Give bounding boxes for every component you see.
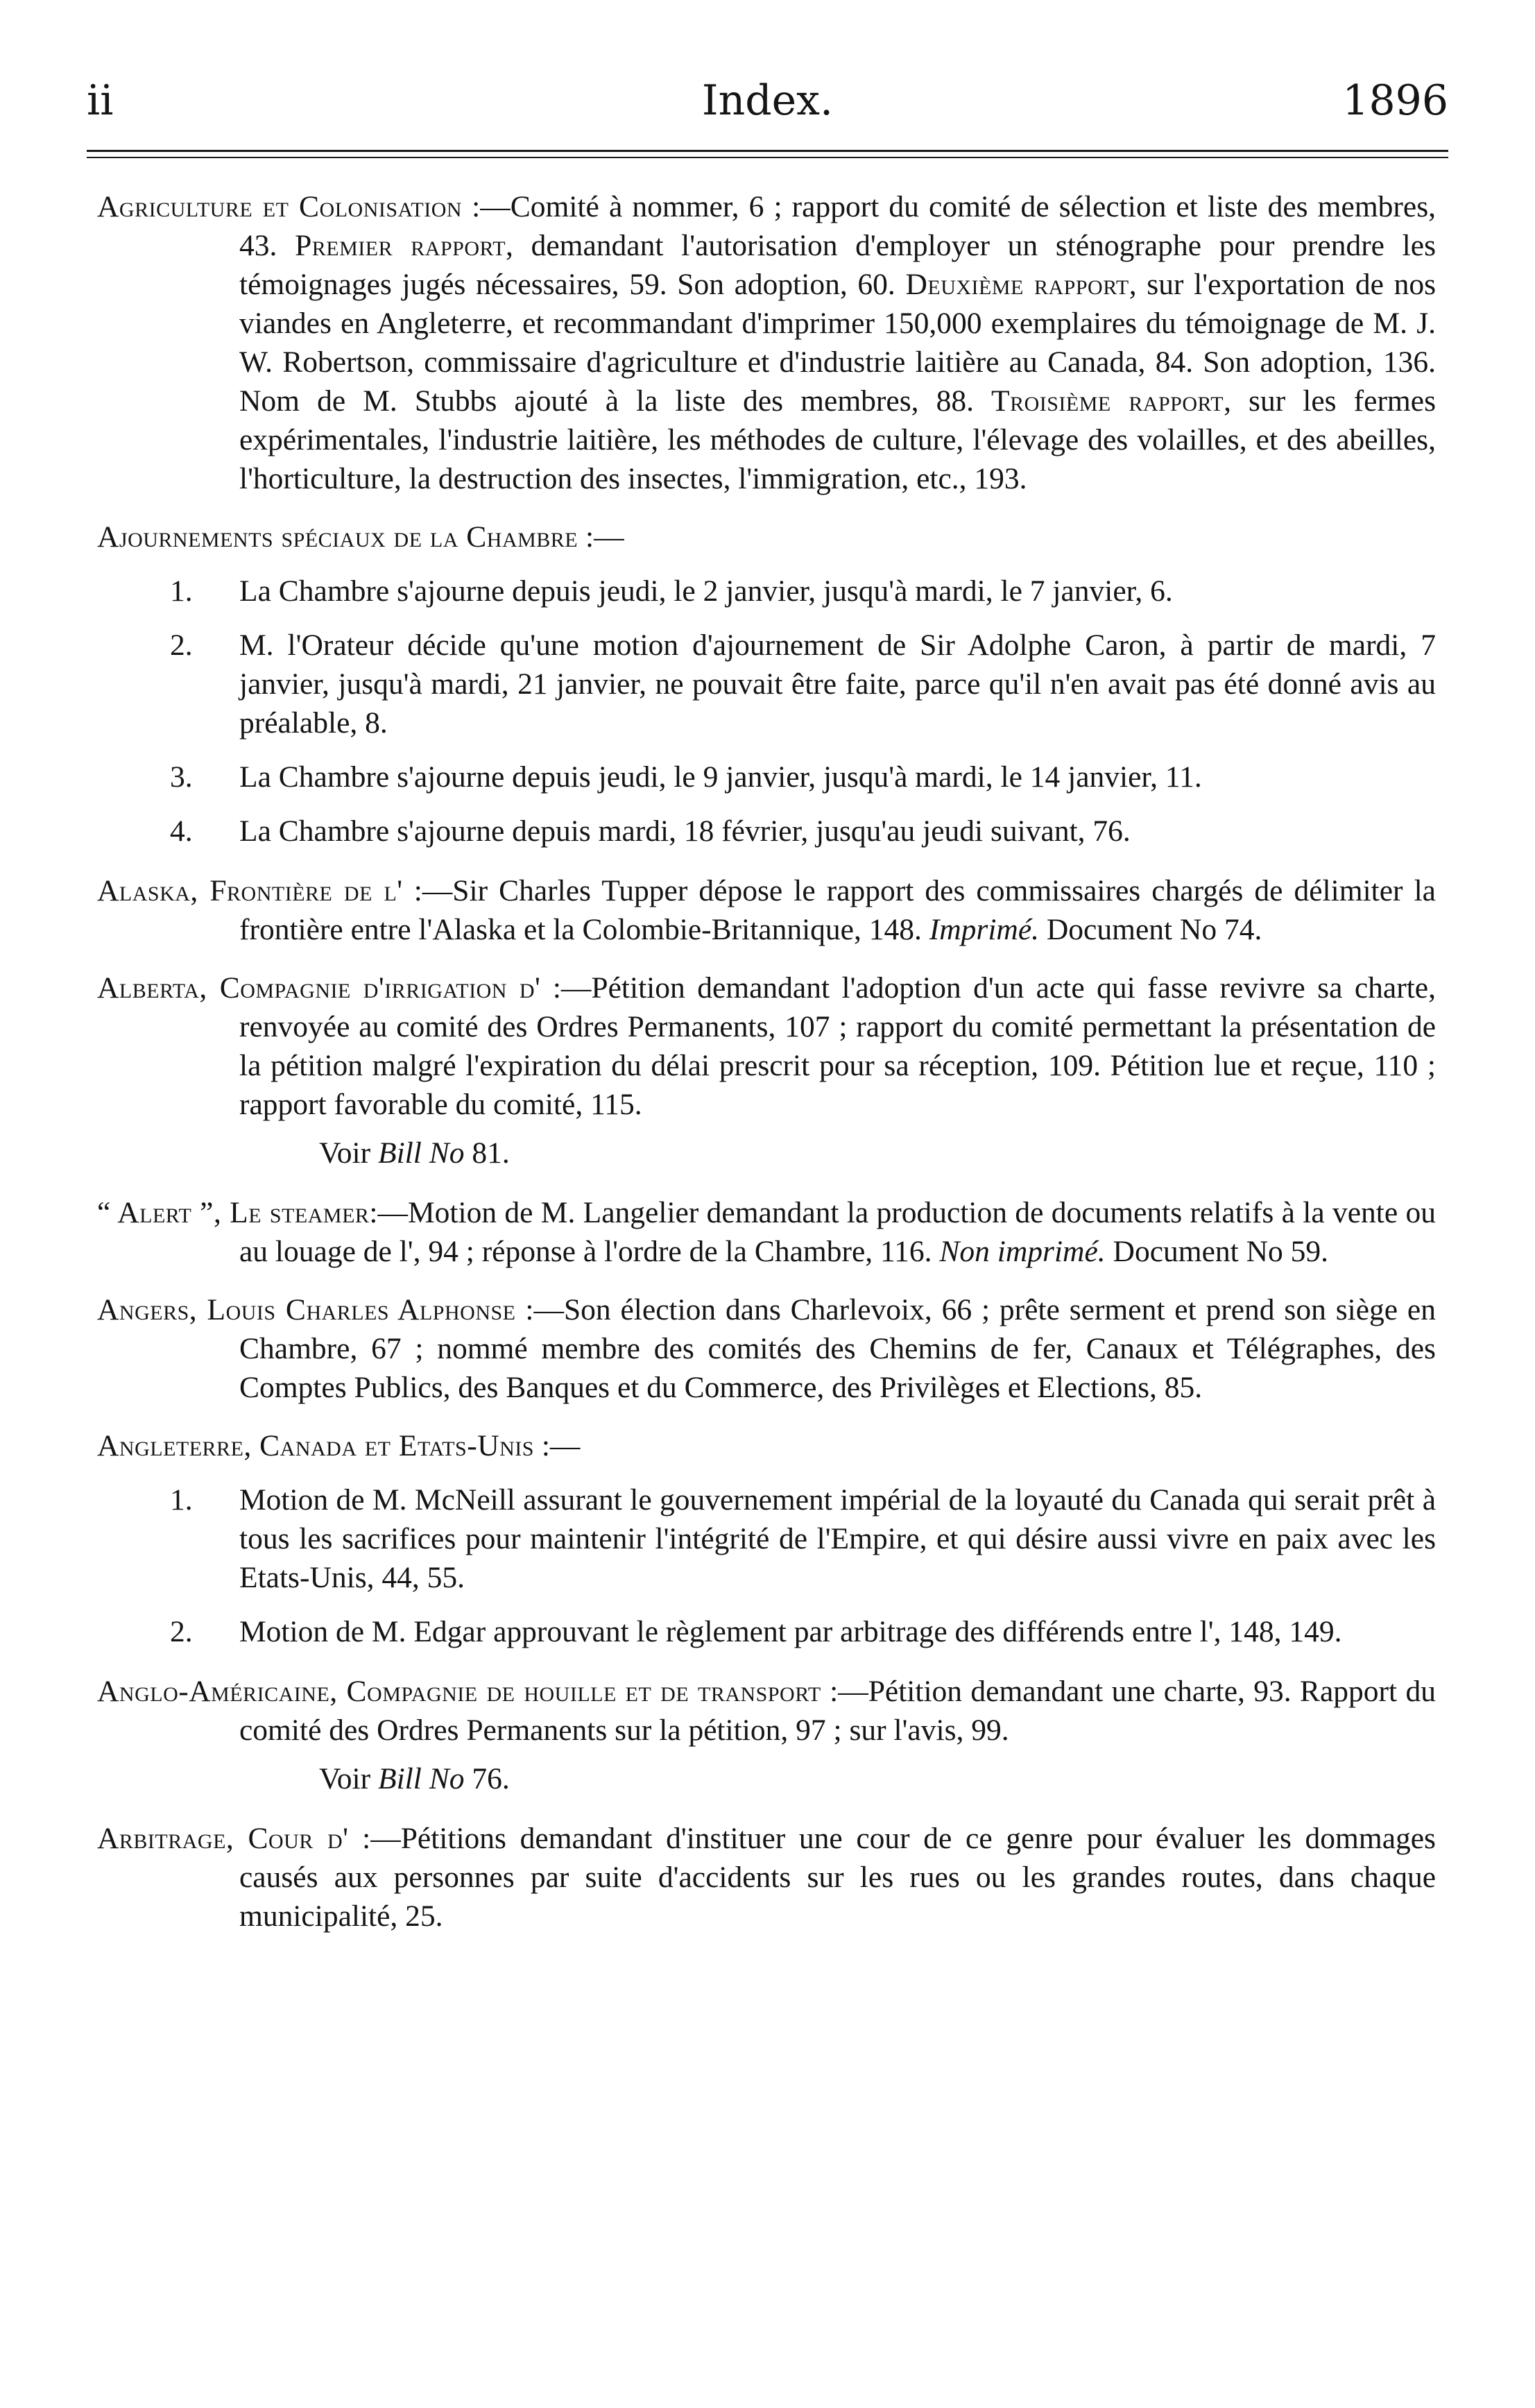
subheading-troisieme-rapport: Troisième rapport	[991, 384, 1224, 418]
list-item	[97, 626, 1436, 742]
list-item	[97, 1612, 1436, 1651]
entry-document: Document No 74.	[1039, 913, 1262, 946]
header-rule-thin	[87, 157, 1448, 158]
entry-heading: Alaska, Frontière de l'	[97, 874, 403, 907]
item-text: La Chambre s'ajourne depuis jeudi, le 2 janvier, jusqu'à mardi, le 7 janvier, 6.	[239, 574, 1173, 608]
entry-heading-line	[97, 518, 1436, 556]
entry-heading: Anglo-Américaine, Compagnie de houille et de transport	[97, 1675, 821, 1708]
entry-text: , sur l'exportation de nos viandes en Angleterre, et recommandant d'imprimer 150,000 exemplaires du témoignage de M. J. W. Robertson, commissaire d'agriculture et d'industrie laitière au Canada, 84. Son adoption, 136. Nom de M. Stubbs ajouté à la liste des membres, 88.	[239, 268, 1437, 418]
entry-status: Non imprimé.	[939, 1235, 1106, 1268]
entry-heading: Agriculture et Colonisation	[97, 190, 463, 223]
list-item	[97, 1480, 1436, 1597]
page-year: 1896	[1342, 76, 1448, 125]
item-text: Motion de M. Edgar approuvant le règlement par arbitrage des différends entre l', 148, 149.	[239, 1615, 1342, 1648]
bill-reference: Bill No	[378, 1136, 465, 1170]
see-also-label: Voir	[319, 1762, 379, 1795]
list-item	[97, 758, 1436, 796]
item-text: Motion de M. McNeill assurant le gouvernement impérial de la loyauté du Canada qui serait prêt à tous les sacrifices pour maintenir l'intégrité de l'Empire, et qui désire aussi vivre en paix avec les Etats-Unis, 44, 55.	[239, 1483, 1436, 1594]
entry-alaska	[97, 871, 1436, 949]
bill-number: 76.	[464, 1762, 510, 1795]
page-header	[87, 69, 1448, 132]
header-rule-thick	[87, 150, 1448, 152]
entry-agriculture	[97, 187, 1436, 498]
subheading-premier-rapport: Premier rapport	[295, 229, 506, 262]
entry-heading: Ajournements spéciaux de la Chambre	[97, 520, 578, 554]
entry-text: :—Pétitions demandant d'instituer une cour de ce genre pour évaluer les dommages causés aux personnes par suite d'accidents sur les rues ou les grandes routes, dans chaque municipalité, 25.	[239, 1822, 1436, 1933]
list-item	[97, 812, 1436, 851]
list-item	[97, 572, 1436, 610]
item-text: La Chambre s'ajourne depuis mardi, 18 février, jusqu'au jeudi suivant, 76.	[239, 814, 1131, 848]
index-content	[97, 187, 1436, 1955]
page-number: ii	[87, 76, 114, 125]
subheading-deuxieme-rapport: Deuxième rapport	[905, 268, 1129, 301]
item-text: M. l'Orateur décide qu'une motion d'ajournement de Sir Adolphe Caron, à partir de mardi, 7 janvier, jusqu'à mardi, 21 janvier, ne pouvait être faite, parce qu'il n'en avait pas été donné avis au préalable, 8.	[239, 629, 1436, 740]
entry-heading-suffix: :—	[533, 1429, 581, 1462]
see-also-label: Voir	[319, 1136, 379, 1170]
entry-text: , sur les fermes expérimentales, l'industrie laitière, les méthodes de culture, l'élevage des volailles, et des abeilles, l'horticulture, la destruction des insectes, l'immigration, etc., 193.	[239, 384, 1437, 495]
entry-arbitrage	[97, 1819, 1436, 1936]
entry-heading: Arbitrage, Cour d'	[97, 1822, 349, 1855]
entry-heading: Angers, Louis Charles Alphonse	[97, 1293, 516, 1326]
item-number: 2.	[170, 1615, 193, 1648]
entry-anglo-americaine	[97, 1672, 1436, 1750]
item-number: 1.	[170, 574, 193, 608]
entry-text: :—Sir Charles Tupper dépose le rapport des commissaires chargés de délimiter la frontière entre l'Alaska et la Colombie-Britannique, 148.	[239, 874, 1436, 946]
entry-heading: “ Alert ”, Le steamer	[97, 1196, 370, 1229]
entry-text: :—Comité à nommer, 6 ; rapport du comité de sélection et liste des membres, 43.	[239, 190, 1436, 262]
entry-angers	[97, 1290, 1436, 1407]
entry-text: :—Pétition demandant l'adoption d'un acte qui fasse revivre sa charte, renvoyée au comité des Ordres Permanents, 107 ; rapport du comité permettant la présentation de la pétition malgré l'expiration du délai prescrit pour sa réception, 109. Pétition lue et reçue, 110 ; rapport favorable du comité, 115.	[239, 971, 1436, 1121]
page-title: Index.	[701, 76, 834, 125]
entry-document: Document No 59.	[1105, 1235, 1329, 1268]
item-number: 1.	[170, 1483, 193, 1517]
entry-heading-suffix: :—	[578, 520, 624, 554]
entry-ajournements	[97, 518, 1436, 851]
entry-text: :—Motion de M. Langelier demandant la production de documents relatifs à la vente ou au louage de l', 94 ; réponse à l'ordre de la Chambre, 116.	[239, 1196, 1436, 1268]
entry-text: :—Pétition demandant une charte, 93. Rapport du comité des Ordres Permanents sur la pétition, 97 ; sur l'avis, 99.	[239, 1675, 1436, 1747]
entry-status: Imprimé.	[929, 913, 1040, 946]
entry-angleterre	[97, 1426, 1436, 1651]
entry-alberta	[97, 968, 1436, 1124]
entry-text: :—Son élection dans Charlevoix, 66 ; prête serment et prend son siège en Chambre, 67 ; nommé membre des comités des Chemins de fer, Canaux et Télégraphes, des Comptes Publics, des Banques et du Commerce, des Privilèges et Elections, 85.	[239, 1293, 1436, 1404]
see-also	[97, 1134, 1436, 1172]
entry-heading-line	[97, 1426, 1436, 1465]
item-number: 2.	[170, 629, 193, 662]
item-text: La Chambre s'ajourne depuis jeudi, le 9 janvier, jusqu'à mardi, le 14 janvier, 11.	[239, 760, 1202, 794]
bill-reference: Bill No	[378, 1762, 465, 1795]
item-number: 3.	[170, 760, 193, 794]
item-number: 4.	[170, 814, 193, 848]
entry-alert	[97, 1193, 1436, 1271]
entry-text: , demandant l'autorisation d'employer un sténographe pour prendre les témoignages jugés nécessaires, 59. Son adoption, 60.	[239, 229, 1436, 301]
entry-heading: Angleterre, Canada et Etats-Unis	[97, 1429, 534, 1462]
bill-number: 81.	[464, 1136, 510, 1170]
entry-heading: Alberta, Compagnie d'irrigation d'	[97, 971, 541, 1005]
see-also	[97, 1759, 1436, 1798]
